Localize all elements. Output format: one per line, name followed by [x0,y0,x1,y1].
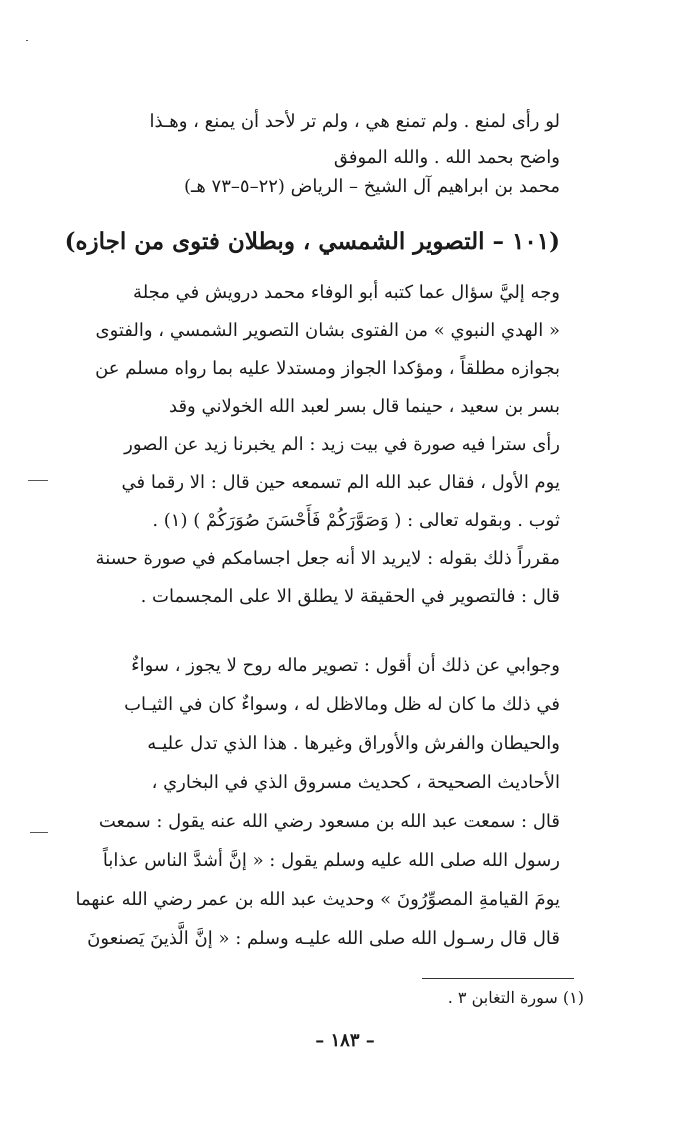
margin-mark [26,40,28,41]
text-line: بجوازه مطلقاً ، ومؤكدا الجواز ومستدلا عليه بما رواه مسلم عن [95,358,560,379]
question-paragraph [95,274,560,616]
intro-paragraph [118,104,560,176]
quran-verse-line: ثوب . وبقوله تعالى : ( وَصَوَّرَكُمْ فَأَحْسَنَ صُوَرَكُمْ ) (١) . [152,510,560,531]
hadith-line: رسول الله صلى الله عليه وسلم يقول : « إنَّ أشدَّ الناس عذاباً [102,850,560,871]
hadith-line: يومَ القيامةِ المصوِّرُونَ » وحديث عبد الله بن عمر رضي الله عنهما [75,889,560,910]
text-line: وجه إليَّ سؤال عما كتبه أبو الوفاء محمد درويش في مجلة [133,282,560,303]
footnote-divider [422,978,574,979]
text-line: والحيطان والفرش والأوراق وغيرها . هذا الذي تدل عليـه [147,733,560,754]
margin-mark [28,480,48,481]
text-line: لو رأى لمنع . ولم تمنع هي ، ولم تر لأحد أن يمنع ، وهـذا [149,111,560,132]
page-number: – ١٨٣ – [315,1030,375,1051]
text-line: يوم الأول ، فقال عبد الله الم تسمعه حين قال : الا رقما في [121,472,560,493]
answer-paragraph [75,646,560,958]
text-line: الأحاديث الصحيحة ، كحديث مسروق الذي في البخاري ، [151,772,560,793]
text-line: مقرراً ذلك بقوله : لايريد الا أنه جعل اجسامكم في صورة حسنة [95,548,560,569]
fatwa-signature: محمد بن ابراهيم آل الشيخ – الرياض (٢٢–٥–٧٣ هـ) [184,176,560,197]
hadith-line: قال قال رسـول الله صلى الله عليـه وسلم : « إنَّ الَّذينَ يَصنعونَ [87,928,560,949]
text-line: في ذلك ما كان له ظل ومالاظل له ، وسواءٌ كان في الثيـاب [124,694,560,715]
text-line: بسر بن سعيد ، حينما قال بسر لعبد الله الخولاني وقد [169,396,560,417]
text-line: رأى سترا فيه صورة في بيت زيد : الم يخبرنا زيد عن الصور [124,434,560,455]
text-line: « الهدي النبوي » من الفتوى بشان التصوير الشمسي ، والفتوى [95,320,560,341]
section-heading: (١٠١ – التصوير الشمسي ، وبطلان فتوى من اجازه) [64,228,560,255]
text-line: قال : سمعت عبد الله بن مسعود رضي الله عنه يقول : سمعت [98,811,560,832]
text-line: واضح بحمد الله . والله الموفق [333,147,560,168]
text-line: قال : فالتصوير في الحقيقة لا يطلق الا على المجسمات . [140,586,560,607]
text-line: وجوابي عن ذلك أن أقول : تصوير ماله روح لا يجوز ، سواءٌ [131,655,560,676]
footnote: (١) سورة التغابن ٣ . [447,988,584,1007]
margin-mark [30,832,48,833]
